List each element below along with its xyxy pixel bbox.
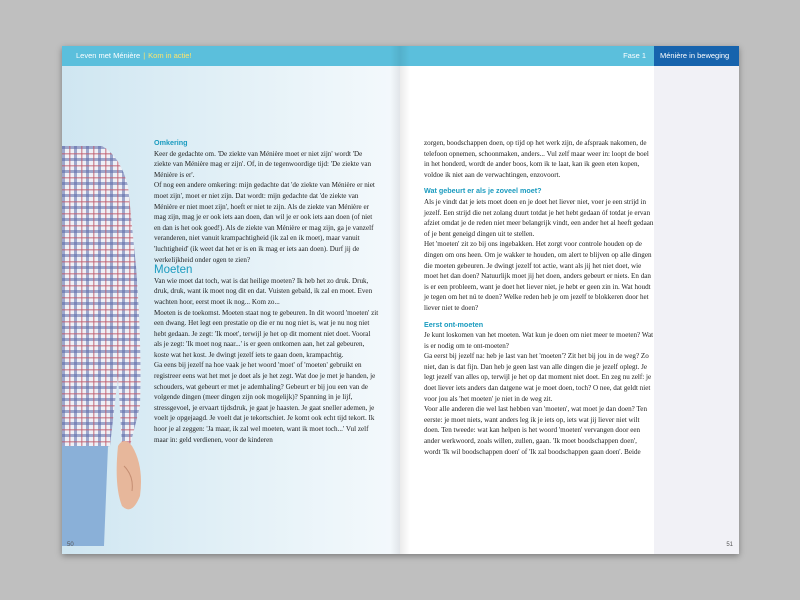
heading-omkering: Omkering xyxy=(154,138,188,147)
right-text-column xyxy=(424,138,654,457)
header-subtitle: Kom in actie! xyxy=(148,51,192,60)
section-tab xyxy=(654,46,739,66)
phase-label: Fase 1 xyxy=(623,51,646,60)
left-text-column xyxy=(154,138,380,445)
right-header-bar xyxy=(400,46,654,66)
heading-moeten: Moeten xyxy=(154,264,193,277)
heading-ont-moeten: Eerst ont-moeten xyxy=(424,319,484,329)
right-page xyxy=(400,46,739,554)
book-gutter-shadow xyxy=(390,46,410,554)
wat-gebeurt-paragraph: Als je vindt dat je iets moet doen en je doet het liever niet, voer je een strijd in jezelf. Een strijd die net zolang duurt totdat je het hebt gedaan óf totdat je ervan afziet omdat je de reden niet meer belangrijk vindt, een ander het al heeft gedaan of je bent geneigd dingen uit te stellen. Het 'moeten' zit zo bij ons ingebakken. Het zorgt voor controle houden op de dingen om ons heen. Om je wakker te houden, om alert te blijven op alle dingen die moeten gebeuren. Je dwingt jezelf tot actie, want als jij het niet doet, wie moet het dan doen? Natuurlijk moet jij het doen, anders gebeurt er niets. En dan is er een probleem, want je doet het liever niet, je hebt er geen zin in. Wat houdt je tegen om het nú te doen? Welke reden heb je om jezelf te blokkeren door het liever niet te doen? xyxy=(424,197,654,312)
page-number-right: 51 xyxy=(726,542,733,548)
moeten-paragraph: Van wie moet dat toch, wat is dat heilige moeten? Ik heb het zo druk. Druk, druk, druk, want ik moet nog dit en dat. Vuisten gebald, ik zal en moet. Even wachten hoor, eerst moet ik nog... Kom zo... Moeten is de toekomst. Moeten staat nog te gebeuren. In dit woord 'moeten' zit een dwang. Het legt een prestatie op die er nu nog niet is, wat je nu nog niet hebt gedaan. Je zegt: 'Ik moet', terwijl je het op dit moment niet doet. Vooral als je zegt: 'Ik moet nog naar...' is er geen ontkomen aan, het zal gebeuren, koste wat het kost. Je dwingt jezelf iets te gaan doen, krampachtig. Ga eens bij jezelf na hoe vaak je het woord 'moet' of 'moeten' gebruikt en registreer eens wat het met je doet als je het zegt. Wat doe je met je handen, je schouders, wat gebeurt er met je ademhaling? Gebeurt er bij jou een van de volgende dingen (meer dingen zijn ook mogelijk)? Spanning in je lijf, stressgevoel, je ervaart tijdsdruk, je gaat je haasten. Je gaat sneller ademen, je voelt je opgejaagd. Je voelt dat je tekortschiet. Je komt ook echt tijd tekort. Ik hoor je al zeggen: 'Ja maar, ik zal wel moeten, want ik moet toch...' Vul zelf maar in: geld verdienen, voor de kinderen xyxy=(154,276,379,444)
left-page xyxy=(62,46,400,554)
section-tab-label: Ménière in beweging xyxy=(660,51,730,60)
ont-moeten-paragraph: Je kunt loskomen van het moeten. Wat kun je doen om niet meer te moeten? Wat is er nodig om te ont-moeten? Ga eerst bij jezelf na: heb je last van het 'moeten'? Zit het bij jou in de weg? Zo niet, dan is dat fijn. Dan heb je geen last van alle dingen die je jezelf oplegt. Je legt jezelf van alles op, terwijl je het op dat moment niet doet. En zeg nu zelf: je doet liever iets anders dan datgene wat je moet doen, toch? O nee, dat geldt niet voor jou als 'het moeten' je niet in de weg zit. Voor alle anderen die wel last hebben van 'moeten', wat moet je dan doen? Ten eerste: je moet niets, want anders leg ik je iets op, iets wat jij liever niet wilt doen. Ten tweede: wat kan helpen is het woord 'moeten' vervangen door een ander werkwoord, zoals willen, zullen, gaan. 'Ik moet boodschappen doen', wordt 'Ik wil boodschappen doen' of 'Ik zal boodschappen gaan doen'. Beide xyxy=(424,331,654,456)
header-title: Leven met Ménière xyxy=(76,51,141,60)
intro-paragraph: zorgen, boodschappen doen, op tijd op het werk zijn, de afspraak nakomen, de telefoon opnemen, schoonmaken, anders... Vul zelf maar weer in: loopt de boel in het honderd, wordt de ander boos, kom ik te laat, kan ik geen eten kopen, voldoe ik niet aan de verwachtingen, enzovoort. xyxy=(424,139,649,179)
running-header-left xyxy=(76,51,192,60)
header-separator: | xyxy=(143,51,146,60)
person-photo xyxy=(62,146,148,546)
page-number-left: 50 xyxy=(67,542,74,548)
left-header-bar xyxy=(62,46,400,66)
side-margin-band xyxy=(654,66,739,554)
book-spread xyxy=(62,46,739,554)
heading-wat-gebeurt: Wat gebeurt er als je zoveel moet? xyxy=(424,186,542,196)
omkering-paragraph: Keer de gedachte om. 'De ziekte van Ménière moet er niet zijn' wordt 'De ziekte van Ménière mag er zijn'. Of, in de tegenwoordige tijd: 'De ziekte van Ménière is er'. Of nog een andere omkering: mijn gedachte dat 'de ziekte van Ménière er niet moet zijn', moet er niet zijn. Dat wordt: mijn gedachte dat 'de ziekte van Ménière er niet moet zijn', hoeft er niet te zijn. Als de ziekte van Ménière er mag zijn, mag je er ook iets aan doen, dan wil je er ook iets aan doen (of niet en dan is het ook goed!). Als de ziekte van Ménière er mag zijn, ga je vanzelf veranderen, niet vanuit krampachtigheid (ik zal en ik moet), maar vanuit 'luchtigheid' (ik weet dat het er is en ik mag er iets aan doen). Durf jij de werkelijkheid onder ogen te zien? xyxy=(154,149,375,264)
